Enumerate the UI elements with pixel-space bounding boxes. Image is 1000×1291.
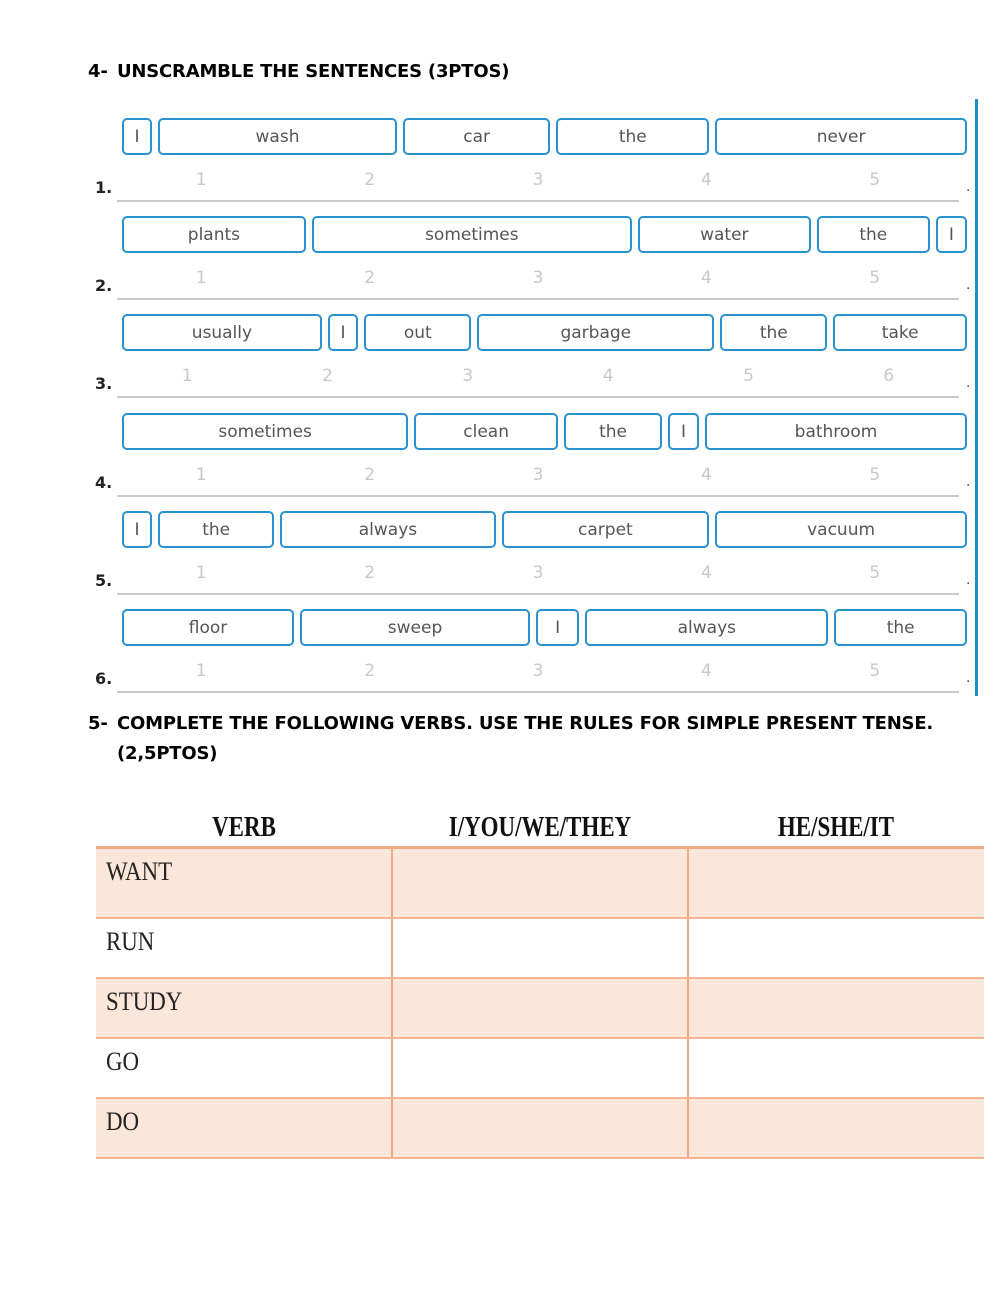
exercise-5	[0, 493, 1000, 591]
sentence-end-mark: .	[966, 374, 971, 391]
exercise-number: 3.	[95, 374, 113, 393]
exercise-number: 1.	[95, 178, 113, 197]
word-tile[interactable]: the	[556, 118, 709, 155]
sentence-end-mark: .	[966, 178, 971, 195]
answer-slot[interactable]: 3	[532, 268, 544, 288]
section-5-heading: 5- COMPLETE THE FOLLOWING VERBS. USE THE RULES FOR SIMPLE PRESENT TENSE.	[88, 713, 934, 734]
word-tile[interactable]: sometimes	[312, 216, 632, 253]
word-tile[interactable]: floor	[122, 609, 294, 646]
answer-slot[interactable]: 5	[869, 268, 881, 288]
answer-slot[interactable]: 5	[869, 170, 881, 190]
table-row	[96, 848, 984, 918]
answer-slot[interactable]: 4	[701, 268, 712, 288]
answer-cell-plural[interactable]	[392, 1098, 688, 1158]
answer-slot[interactable]: 3	[532, 170, 544, 190]
exercise-number: 5.	[95, 571, 113, 590]
answer-cell-plural[interactable]	[392, 848, 688, 918]
sentence-end-mark: .	[966, 669, 971, 686]
answer-cell-singular[interactable]	[688, 1098, 984, 1158]
answer-cell-plural[interactable]	[392, 978, 688, 1038]
word-tile[interactable]: the	[564, 413, 662, 450]
word-tiles	[122, 511, 967, 548]
word-tile[interactable]: sweep	[300, 609, 530, 646]
answer-slots	[117, 170, 959, 192]
answer-slot[interactable]: 3	[532, 661, 544, 681]
answer-slot[interactable]: 1	[195, 465, 207, 485]
word-tile[interactable]: take	[833, 314, 967, 351]
exercise-number: 2.	[95, 276, 113, 295]
word-tile[interactable]: usually	[122, 314, 322, 351]
verb-cell: DO	[96, 1098, 392, 1158]
answer-slots	[117, 465, 959, 487]
answer-slot[interactable]: 5	[743, 366, 754, 386]
word-tiles	[122, 609, 967, 646]
word-tile[interactable]: out	[364, 314, 471, 351]
word-tile[interactable]: I	[668, 413, 699, 450]
answer-cell-singular[interactable]	[688, 978, 984, 1038]
word-tiles	[122, 413, 967, 450]
word-tiles	[122, 118, 967, 155]
word-tile[interactable]: the	[817, 216, 930, 253]
word-tile[interactable]: always	[585, 609, 828, 646]
word-tile[interactable]: the	[834, 609, 967, 646]
sentence-end-mark: .	[966, 276, 971, 293]
exercise-1	[0, 100, 1000, 198]
answer-slot[interactable]: 5	[869, 563, 881, 583]
answer-slot[interactable]: 2	[322, 366, 333, 386]
column-header-singular: HE/SHE/IT	[777, 812, 895, 843]
word-tile[interactable]: the	[158, 511, 274, 548]
word-tile[interactable]: carpet	[502, 511, 710, 548]
word-tile[interactable]: I	[936, 216, 967, 253]
answer-cell-singular[interactable]	[688, 1038, 984, 1098]
sentence-end-mark: .	[966, 473, 971, 490]
exercise-4	[0, 395, 1000, 493]
word-tile[interactable]: plants	[122, 216, 306, 253]
answer-slot[interactable]: 3	[532, 563, 544, 583]
word-tile[interactable]: the	[720, 314, 827, 351]
answer-slot[interactable]: 2	[364, 268, 376, 288]
word-tile[interactable]: garbage	[477, 314, 714, 351]
word-tile[interactable]: clean	[414, 413, 558, 450]
answer-slot[interactable]: 3	[462, 366, 474, 386]
answer-slots	[117, 661, 959, 683]
exercise-number: 6.	[95, 669, 113, 688]
verb-cell: GO	[96, 1038, 392, 1098]
word-tile[interactable]: I	[122, 118, 152, 155]
answer-slot[interactable]: 1	[195, 170, 207, 190]
word-tile[interactable]: I	[122, 511, 152, 548]
answer-cell-singular[interactable]	[688, 918, 984, 978]
word-tile[interactable]: I	[328, 314, 358, 351]
answer-slot[interactable]: 4	[701, 170, 712, 190]
answer-slot[interactable]: 5	[869, 465, 881, 485]
word-tile[interactable]: wash	[158, 118, 397, 155]
word-tile[interactable]: always	[280, 511, 495, 548]
answer-cell-plural[interactable]	[392, 918, 688, 978]
word-tiles	[122, 314, 967, 351]
verb-table	[96, 802, 984, 1159]
answer-cell-singular[interactable]	[688, 848, 984, 918]
verb-cell: WANT	[96, 848, 392, 918]
table-row	[96, 918, 984, 978]
answer-slot[interactable]: 1	[195, 268, 207, 288]
word-tile[interactable]: I	[536, 609, 579, 646]
answer-slot[interactable]: 4	[701, 465, 712, 485]
word-tile[interactable]: car	[403, 118, 551, 155]
answer-cell-plural[interactable]	[392, 1038, 688, 1098]
answer-slot[interactable]: 1	[195, 661, 207, 681]
answer-slot[interactable]: 4	[701, 661, 712, 681]
answer-slot[interactable]: 2	[364, 465, 376, 485]
answer-slot[interactable]: 1	[195, 563, 207, 583]
column-header-verb: VERB	[212, 812, 276, 843]
word-tile[interactable]: never	[715, 118, 967, 155]
section-4-heading: 4- UNSCRAMBLE THE SENTENCES (3PTOS)	[88, 61, 510, 82]
table-row	[96, 1038, 984, 1098]
section-5-heading-points: (2,5PTOS)	[117, 743, 218, 764]
word-tile[interactable]: water	[638, 216, 811, 253]
exercise-6	[0, 591, 1000, 689]
exercise-2	[0, 198, 1000, 296]
column-header-plural: I/YOU/WE/THEY	[448, 812, 632, 843]
sentence-end-mark: .	[966, 571, 971, 588]
table-row	[96, 1098, 984, 1158]
exercise-number: 4.	[95, 473, 113, 492]
word-tiles	[122, 216, 967, 253]
word-tile[interactable]: bathroom	[705, 413, 967, 450]
answer-slot[interactable]: 2	[364, 563, 376, 583]
answer-slot[interactable]: 4	[602, 366, 614, 386]
answer-line	[117, 691, 959, 693]
answer-slot[interactable]: 3	[532, 465, 544, 485]
verb-cell: STUDY	[96, 978, 392, 1038]
answer-slot[interactable]: 1	[181, 366, 193, 386]
answer-slots	[117, 563, 959, 585]
answer-slot[interactable]: 5	[869, 661, 881, 681]
exercise-3	[0, 296, 1000, 394]
table-row	[96, 978, 984, 1038]
answer-slot[interactable]: 2	[364, 661, 376, 681]
answer-slot[interactable]: 6	[883, 366, 895, 386]
word-tile[interactable]: vacuum	[715, 511, 967, 548]
word-tile[interactable]: sometimes	[122, 413, 408, 450]
verb-cell: RUN	[96, 918, 392, 978]
answer-slots	[117, 366, 959, 388]
answer-slots	[117, 268, 959, 290]
answer-slot[interactable]: 2	[364, 170, 376, 190]
answer-slot[interactable]: 4	[701, 563, 712, 583]
